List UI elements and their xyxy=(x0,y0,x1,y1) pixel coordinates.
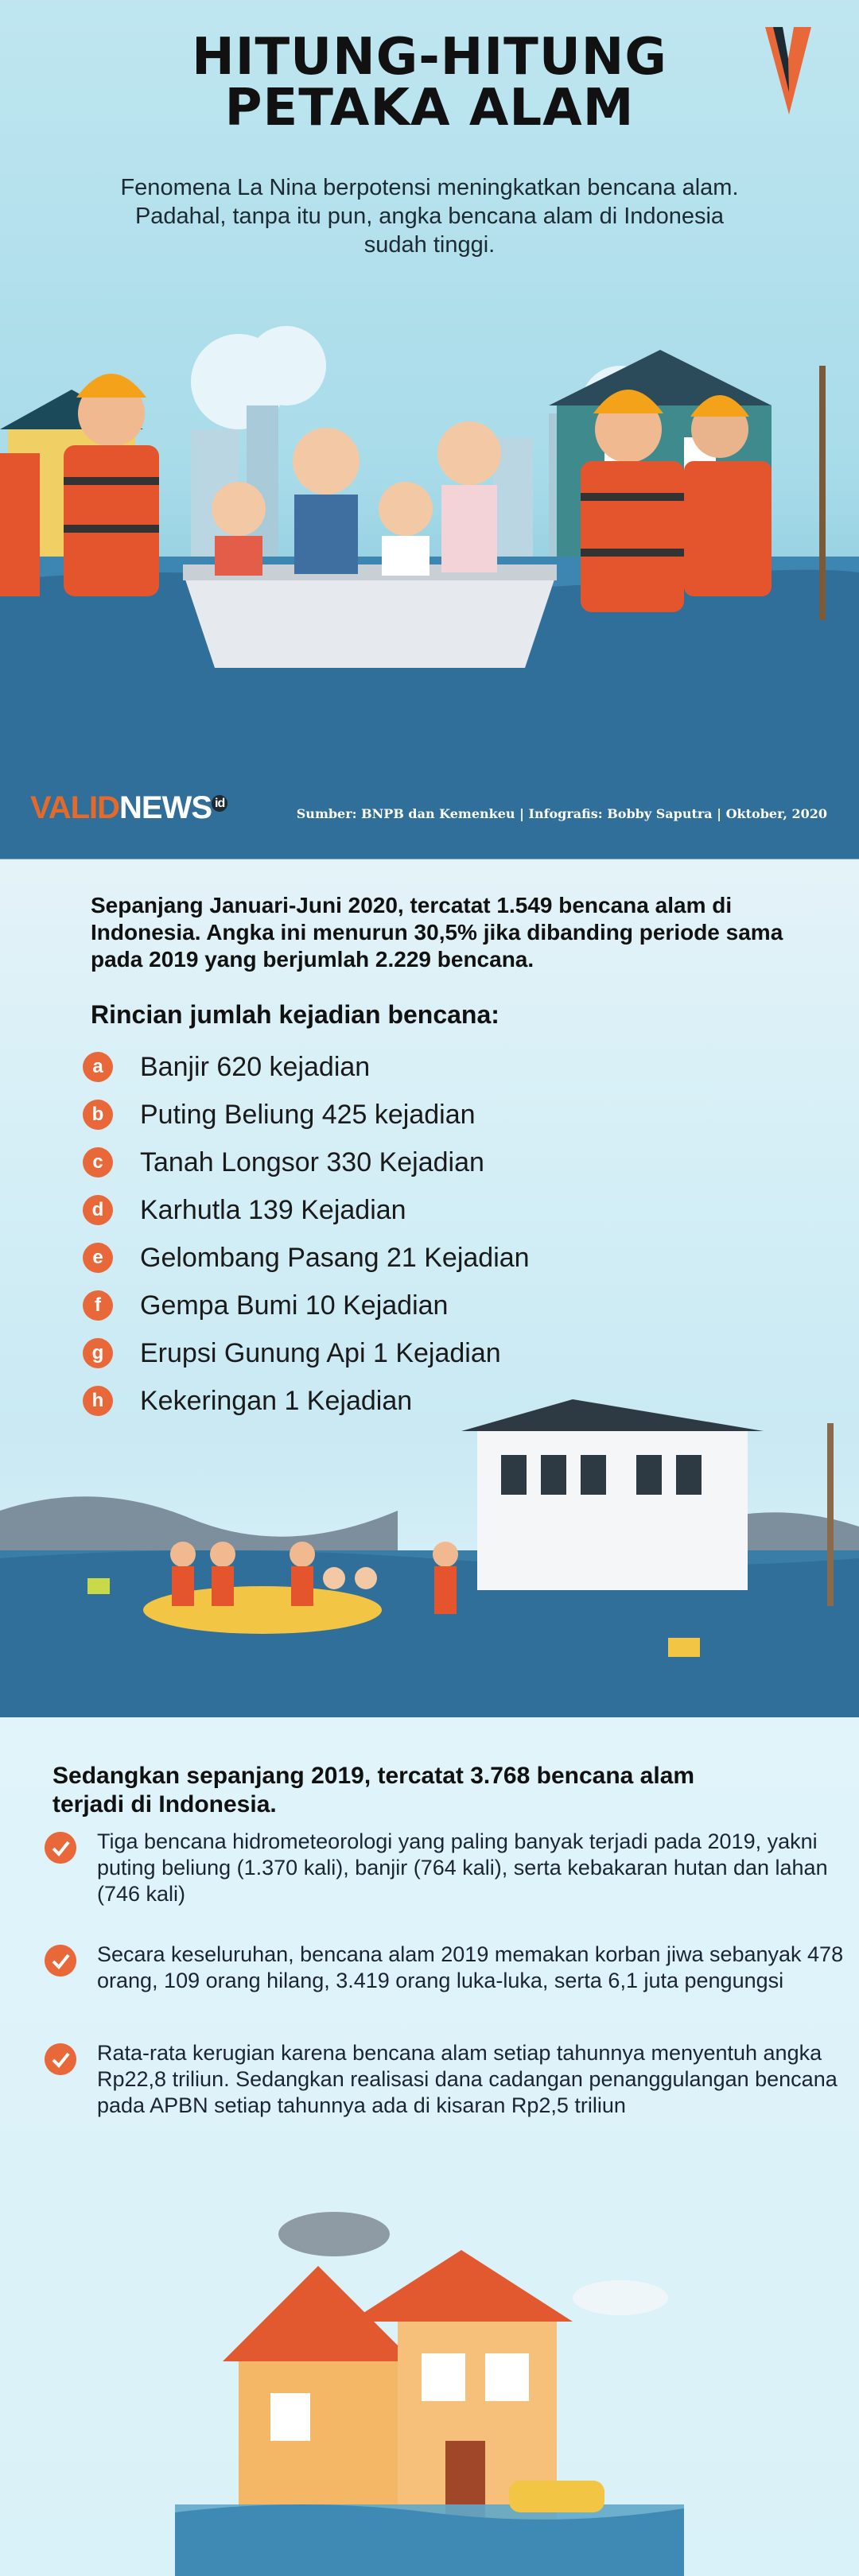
flood-boat-illustration xyxy=(0,1399,859,1717)
summary-2019: Sedangkan sepanjang 2019, tercatat 3.768 bencana alam terjadi di Indonesia. xyxy=(52,1763,695,1818)
fact-text: Rata-rata kerugian karena bencana alam setiap tahunnya menyentuh angka Rp22,8 triliun. Sedangkan realisasi dana cadangan penanggulangan bencana pada APBN setiap tahunnya ada di kisaran Rp2,5 triliun xyxy=(97,2041,838,2117)
letter-badge: e xyxy=(83,1243,113,1273)
letter-badge: h xyxy=(83,1386,113,1416)
list-item xyxy=(83,1043,639,1091)
item-text: Puting Beliung 425 kejadian xyxy=(140,1099,476,1130)
letter-badge: d xyxy=(83,1195,113,1225)
item-text: Gelombang Pasang 21 Kejadian xyxy=(140,1242,530,1273)
summary-2020: Sepanjang Januari-Juni 2020, tercatat 1.549 bencana alam di Indonesia. Angka ini menurun 30,5% jika dibanding periode sama pada 2019 yang berjumlah 2.229 bencana. xyxy=(91,893,783,972)
brand-name-pre: VALID xyxy=(30,790,120,825)
letter-badge: c xyxy=(83,1147,113,1177)
brand-logo xyxy=(30,790,227,826)
v-logo-icon xyxy=(765,27,811,114)
item-text: Karhutla 139 Kejadian xyxy=(140,1194,406,1225)
list-item xyxy=(83,1139,639,1186)
item-text: Erupsi Gunung Api 1 Kejadian xyxy=(140,1337,501,1368)
fact-text: Tiga bencana hidrometeorologi yang paling banyak terjadi pada 2019, yakni puting beliung (1.370 kali), banjir (764 kali), serta kebakaran hutan dan lahan (746 kali) xyxy=(97,1829,828,1906)
source-credit: Sumber: BNPB dan Kemenkeu | Infografis: Bobby Saputra | Oktober, 2020 xyxy=(296,806,827,821)
list-item xyxy=(83,1186,639,1234)
letter-badge: b xyxy=(83,1100,113,1130)
item-text: Gempa Bumi 10 Kejadian xyxy=(140,1290,449,1321)
list-item xyxy=(83,1282,639,1329)
list-item xyxy=(83,1091,639,1139)
flooded-house-illustration xyxy=(175,2202,684,2576)
intro-text: Fenomena La Nina berpotensi meningkatkan bencana alam. Padahal, tanpa itu pun, angka bencana alam di Indonesia sudah tinggi. xyxy=(120,175,739,258)
fact-item xyxy=(45,1942,859,1994)
page-title xyxy=(0,28,859,138)
disaster-list xyxy=(83,1043,639,1425)
fact-item xyxy=(45,1829,859,1907)
title-line-1: HITUNG-HITUNG xyxy=(192,28,667,87)
item-text: Banjir 620 kejadian xyxy=(140,1051,371,1082)
details-heading: Rincian jumlah kejadian bencana: xyxy=(91,1000,499,1029)
rescue-illustration xyxy=(0,318,859,859)
brand-name-post: NEWS xyxy=(119,790,212,825)
check-icon xyxy=(45,1832,76,1864)
fact-item xyxy=(45,2040,859,2119)
check-icon xyxy=(45,2043,76,2075)
item-text: Kekeringan 1 Kejadian xyxy=(140,1385,413,1416)
brand-suffix: id xyxy=(212,795,227,812)
title-line-2: PETAKA ALAM xyxy=(224,79,635,138)
letter-badge: g xyxy=(83,1338,113,1368)
letter-badge: a xyxy=(83,1052,113,1082)
item-text: Tanah Longsor 330 Kejadian xyxy=(140,1146,484,1177)
list-item xyxy=(83,1234,639,1282)
fact-text: Secara keseluruhan, bencana alam 2019 memakan korban jiwa sebanyak 478 orang, 109 orang hilang, 3.419 orang luka-luka, serta 6,1 juta pengungsi xyxy=(97,1942,844,1992)
list-item xyxy=(83,1329,639,1377)
check-icon xyxy=(45,1945,76,1977)
letter-badge: f xyxy=(83,1290,113,1321)
